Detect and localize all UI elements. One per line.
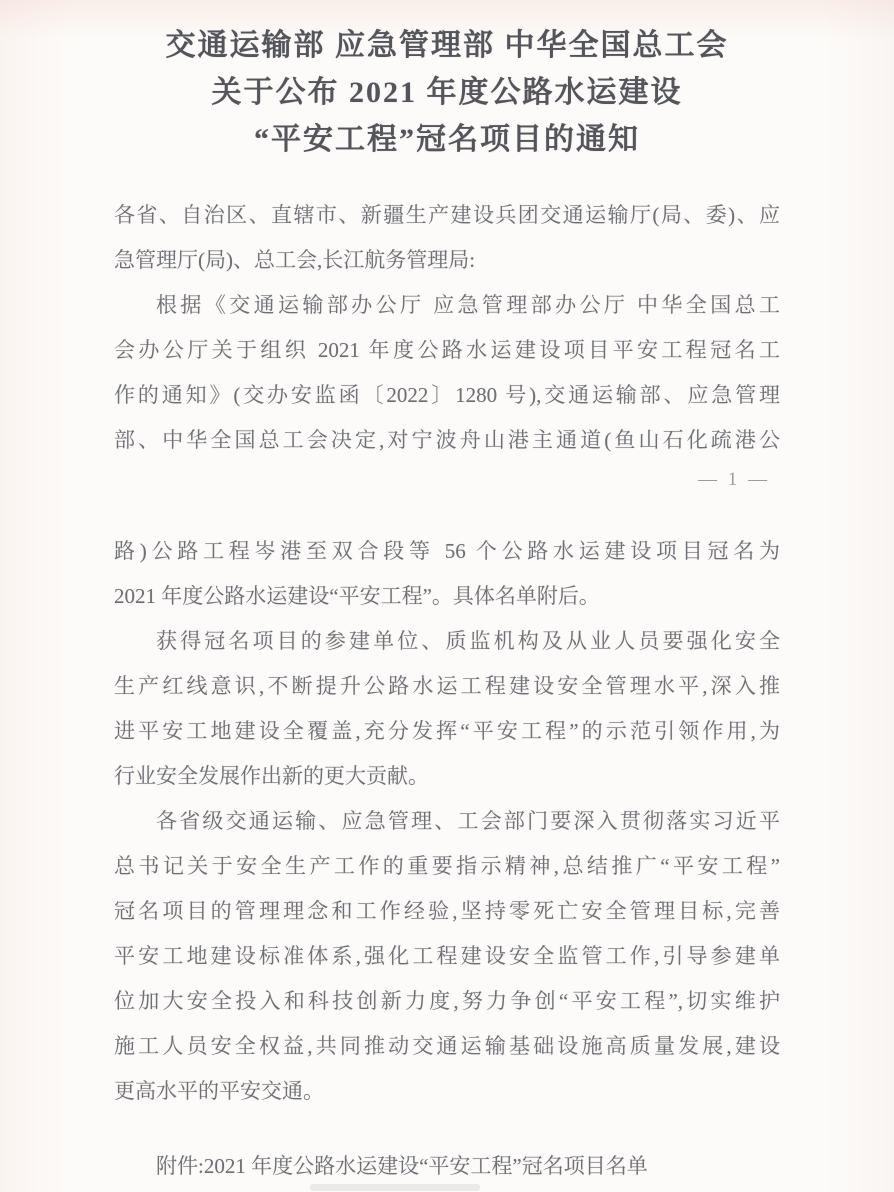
text-line: “平安工程”冠名项目的通知: [254, 123, 640, 156]
paragraph-deployment: [114, 799, 780, 1114]
text-line: 急管理厅(局)、总工会,长江航务管理局:: [114, 248, 476, 272]
document-content: [114, 0, 780, 1189]
scan-artifact-bar: [310, 1184, 480, 1191]
document-title: [114, 22, 780, 163]
text-line: 作的通知》(交办安监函〔2022〕1280 号),交通运输部、应急管理: [114, 383, 780, 407]
paragraph-requirements: [114, 619, 780, 799]
salutation: [114, 193, 780, 283]
text-line: 施工人员安全权益,共同推动交通运输基础设施高质量发展,建设: [114, 1034, 780, 1058]
text-line: 总书记关于安全生产工作的重要指示精神,总结推广“平安工程”: [114, 854, 780, 878]
paragraph-basis: [114, 283, 780, 463]
text-line: 2021 年度公路水运建设“平安工程”。具体名单附后。: [114, 584, 600, 608]
text-line: 根据《交通运输部办公厅 应急管理部办公厅 中华全国总工: [156, 293, 780, 317]
text-line: 各省、自治区、直辖市、新疆生产建设兵团交通运输厅(局、委)、应: [114, 203, 780, 227]
text-line: 行业安全发展作出新的更大贡献。: [114, 764, 429, 788]
text-line: 生产红线意识,不断提升公路水运工程建设安全管理水平,深入推: [114, 674, 780, 698]
text-line: 各省级交通运输、应急管理、工会部门要深入贯彻落实习近平: [156, 809, 780, 833]
text-line: 更高水平的平安交通。: [114, 1079, 324, 1103]
text-line: 关于公布 2021 年度公路水运建设: [211, 76, 683, 109]
text-line: 获得冠名项目的参建单位、质监机构及从业人员要强化安全: [156, 629, 780, 653]
text-line: 路)公路工程岑港至双合段等 56 个公路水运建设项目冠名为: [114, 539, 780, 563]
text-line: 交通运输部 应急管理部 中华全国总工会: [165, 29, 729, 62]
paragraph-basis-continued: [114, 529, 780, 619]
page-number: — 1 —: [698, 469, 770, 490]
attachment-note: 附件:2021 年度公路水运建设“平安工程”冠名项目名单: [156, 1154, 648, 1178]
text-line: 冠名项目的管理理念和工作经验,坚持零死亡安全管理目标,完善: [114, 899, 780, 923]
text-line: 进平安工地建设全覆盖,充分发挥“平安工程”的示范引领作用,为: [114, 719, 780, 743]
text-line: 部、中华全国总工会决定,对宁波舟山港主通道(鱼山石化疏港公: [114, 428, 780, 452]
text-line: 位加大安全投入和科技创新力度,努力争创“平安工程”,切实维护: [114, 989, 780, 1013]
text-line: 会办公厅关于组织 2021 年度公路水运建设项目平安工程冠名工: [114, 338, 780, 362]
text-line: 平安工地建设标准体系,强化工程建设安全监管工作,引导参建单: [114, 944, 780, 968]
